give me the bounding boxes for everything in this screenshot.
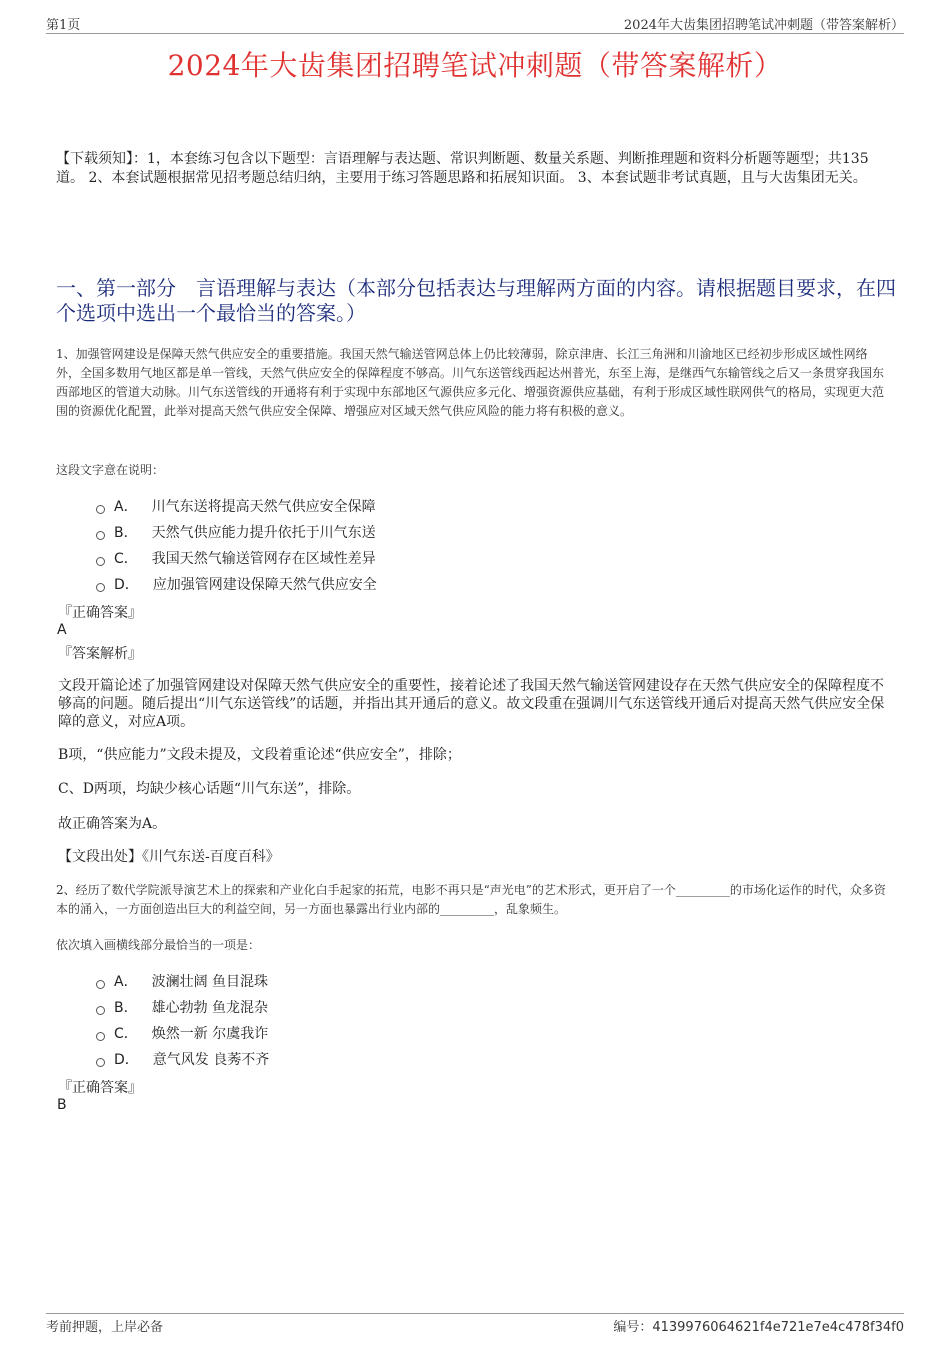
analysis-paragraph-4: 故正确答案为A。 [58, 816, 167, 832]
option-text: 天然气供应能力提升依托于川气东送 [151, 525, 376, 541]
radio-icon[interactable] [96, 1006, 105, 1015]
radio-icon[interactable] [96, 505, 105, 514]
option-text: 焕然一新 尔虞我诈 [151, 1026, 269, 1042]
analysis-label: 『答案解析』 [58, 646, 142, 662]
option-letter: B． [114, 525, 138, 541]
radio-icon[interactable] [96, 1058, 105, 1067]
option-text: 波澜壮阔 鱼目混珠 [151, 974, 269, 990]
radio-icon[interactable] [96, 980, 105, 989]
header-doc-title: 2024年大齿集团招聘笔试冲刺题（带答案解析） [623, 18, 904, 33]
footer-divider [46, 1313, 904, 1314]
page-number: 第1页 [46, 18, 81, 33]
answer-value: B [57, 1097, 67, 1113]
radio-icon[interactable] [96, 583, 105, 592]
question-2-text: 2、经历了数代学院派导演艺术上的探索和产业化白手起家的拓荒，电影不再只是“声光电”的艺术形式，更开启了一个_________的市场化运作的时代，众多资本的涌入，一方面创造出巨大的利益空间，另一方面也暴露出行业内部的_________，乱象频生。 [56, 883, 886, 916]
analysis-paragraph-3: C、D两项，均缺少核心话题“川气东送”，排除。 [58, 781, 361, 797]
analysis-paragraph-1: 文段开篇论述了加强管网建设对保障天然气供应安全的重要性，接着论述了我国天然气输送管网建设存在天然气供应安全的保障程度不够高的问题。随后提出“川气东送管线”的话题，并指出其开通后的意义。故文段重在强调川气东送管线开通后对提高天然气供应安全保障的意义，对应A项。 [58, 678, 885, 730]
question-1-prompt: 这段文字意在说明： [56, 463, 165, 477]
radio-icon[interactable] [96, 531, 105, 540]
option-letter: D． [114, 577, 139, 593]
option-letter: A． [114, 974, 138, 990]
option-letter: D． [114, 1052, 139, 1068]
option-letter: B． [114, 1000, 138, 1016]
question-2-options [96, 968, 269, 1072]
section-heading: 一、第一部分 言语理解与表达（本部分包括表达与理解两方面的内容。请根据题目要求，在四个选项中选出一个最恰当的答案。） [56, 276, 896, 325]
option-text: 我国天然气输送管网存在区域性差异 [151, 551, 376, 567]
document-title: 2024年大齿集团招聘笔试冲刺题（带答案解析） [167, 49, 783, 82]
option-d[interactable] [96, 571, 377, 597]
option-letter: C． [114, 1026, 138, 1042]
option-a[interactable] [96, 493, 377, 519]
answer-label: 『正确答案』 [58, 1080, 142, 1096]
option-letter: C． [114, 551, 138, 567]
answer-value: A [57, 622, 67, 638]
analysis-paragraph-2: B项，“供应能力”文段未提及，文段着重论述“供应安全”，排除； [58, 747, 461, 763]
answer-label: 『正确答案』 [58, 605, 142, 621]
option-text: 应加强管网建设保障天然气供应安全 [152, 577, 377, 593]
question-1-options [96, 493, 377, 597]
radio-icon[interactable] [96, 557, 105, 566]
footer-slogan: 考前押题，上岸必备 [46, 1320, 164, 1335]
option-text: 川气东送将提高天然气供应安全保障 [151, 499, 376, 515]
option-text: 意气风发 良莠不齐 [152, 1052, 270, 1068]
question-2-prompt: 依次填入画横线部分最恰当的一项是： [56, 938, 261, 952]
page-header [46, 14, 904, 32]
option-b[interactable] [96, 994, 269, 1020]
option-c[interactable] [96, 545, 377, 571]
option-a[interactable] [96, 968, 269, 994]
option-c[interactable] [96, 1020, 269, 1046]
download-notice: 【下载须知】：1，本套练习包含以下题型：言语理解与表达题、常识判断题、数量关系题、判断推理题和资料分析题等题型；共135道。 2、本套试题根据常见招考题总结归纳，主要用于练习答题思路和拓展知识面。 3、本套试题非考试真题，且与大齿集团无关。 [56, 151, 869, 186]
header-divider [46, 33, 904, 34]
footer-serial-number: 编号：4139976064621f4e721e7e4c478f34f0 [613, 1320, 904, 1335]
option-letter: A． [114, 499, 138, 515]
radio-icon[interactable] [96, 1032, 105, 1041]
source-citation: 【文段出处】《川气东送-百度百科》 [58, 849, 280, 865]
option-b[interactable] [96, 519, 377, 545]
option-text: 雄心勃勃 鱼龙混杂 [151, 1000, 269, 1016]
option-d[interactable] [96, 1046, 269, 1072]
question-1-text: 1、加强管网建设是保障天然气供应安全的重要措施。我国天然气输送管网总体上仍比较薄弱，除京津唐、长江三角洲和川渝地区已经初步形成区域性网络外，全国多数用气地区都是单一管线，天然气供应安全的保障程度不够高。川气东送管线西起达州普光，东至上海，是继西气东输管线之后又一条贯穿我国东西部地区的管道大动脉。川气东送管线的开通将有利于实现中东部地区气源供应多元化、增强资源供应基础，有利于形成区域性联网供气的格局，实现更大范围的资源优化配置，此举对提高天然气供应安全保障、增强应对区域天然气供应风险的能力将有积极的意义。 [56, 347, 885, 418]
